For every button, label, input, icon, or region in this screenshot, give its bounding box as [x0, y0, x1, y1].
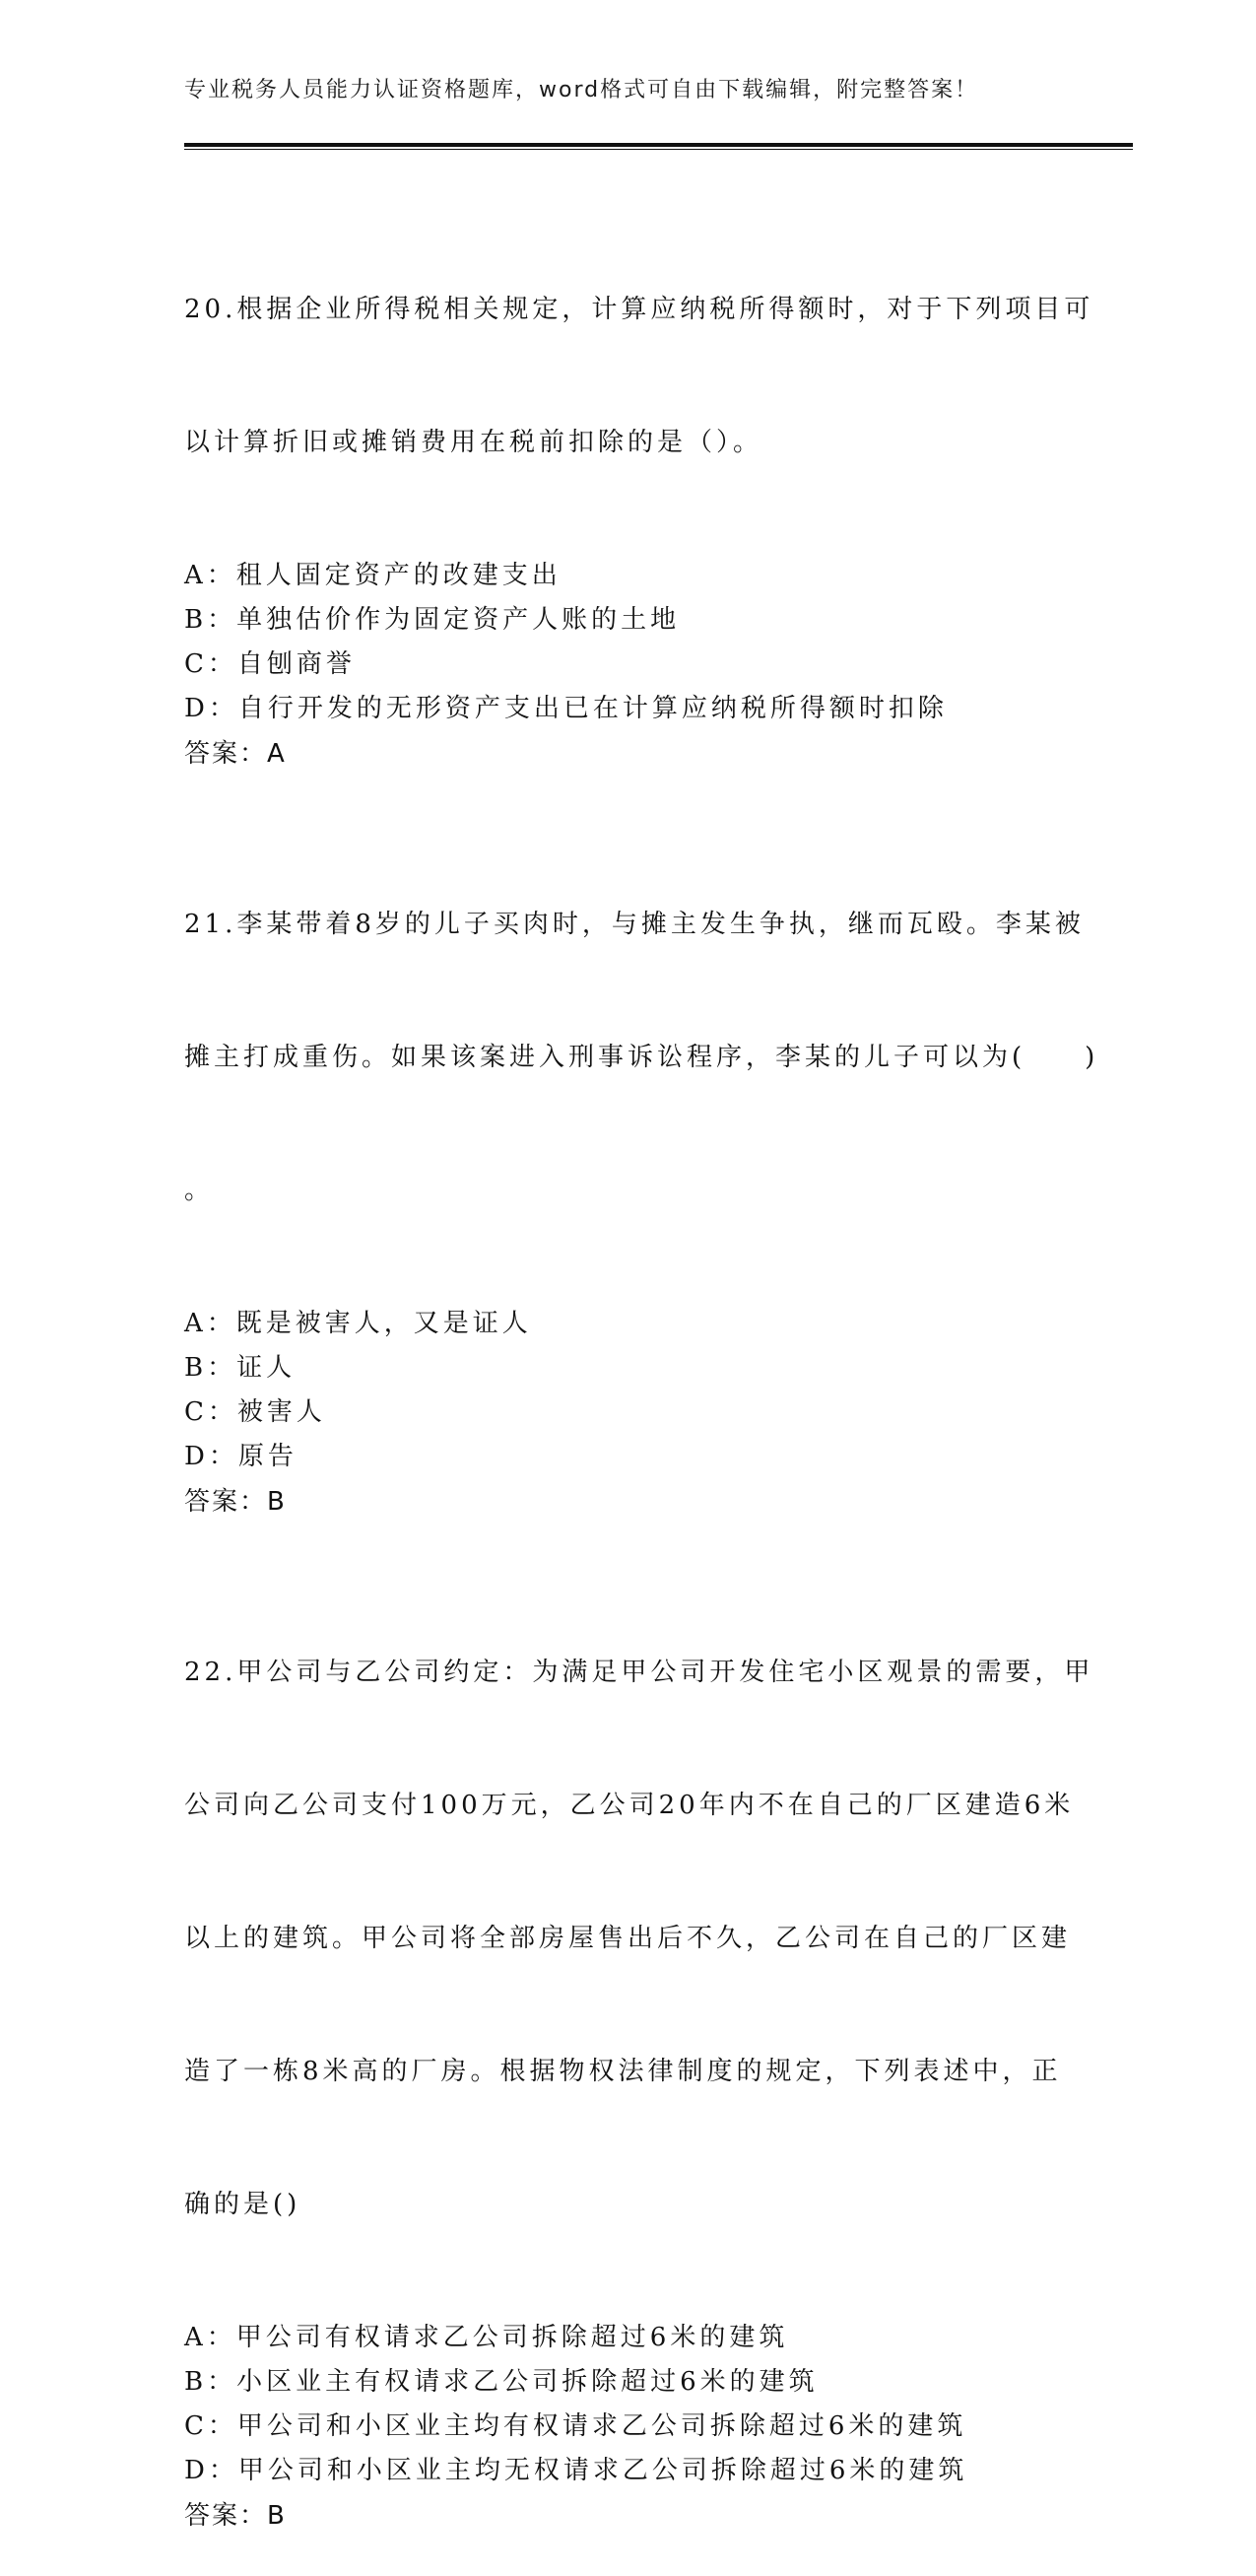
option-b: B：证人 [184, 1353, 297, 1383]
stem-line: 造了一栋8米高的厂房。根据物权法律制度的规定，下列表述中，正 [184, 2057, 1062, 2086]
document-header: 专业税务人员能力认证资格题库，word格式可自由下载编辑，附完整答案！ [184, 78, 979, 102]
answer: 答案：B [184, 2501, 287, 2531]
question-21 [184, 814, 1099, 1525]
header-rule-thin [184, 149, 1133, 150]
answer: 答案：B [184, 1487, 287, 1517]
option-d: D：自行开发的无形资产支出已在计算应纳税所得额时扣除 [184, 694, 948, 723]
question-stem [184, 1562, 1094, 2316]
question-stem [184, 814, 1099, 1302]
stem-line: 22.甲公司与乙公司约定：为满足甲公司开发住宅小区观景的需要，甲 [184, 1658, 1094, 1687]
option-b: B：单独估价作为固定资产人账的土地 [184, 605, 681, 635]
stem-line: 摊主打成重伤。如果该案进入刑事诉讼程序，李某的儿子可以为( ) [184, 1043, 1099, 1072]
question-22 [184, 1562, 1094, 2539]
option-a: A：既是被害人，又是证人 [184, 1309, 532, 1338]
stem-line: 以上的建筑。甲公司将全部房屋售出后不久，乙公司在自己的厂区建 [184, 1924, 1072, 1953]
stem-line: 21.李某带着8岁的儿子买肉时，与摊主发生争执，继而瓦殴。李某被 [184, 910, 1085, 939]
stem-line: 20.根据企业所得税相关规定，计算应纳税所得额时，对于下列项目可 [184, 295, 1094, 324]
stem-line: 以计算折旧或摊销费用在税前扣除的是（）。 [184, 428, 763, 457]
stem-line: 公司向乙公司支付100万元，乙公司20年内不在自己的厂区建造6米 [184, 1791, 1075, 1820]
option-c: C：自刨商誉 [184, 649, 356, 679]
answer: 答案：A [184, 739, 287, 769]
option-a: A：甲公司有权请求乙公司拆除超过6米的建筑 [184, 2323, 789, 2352]
question-20 [184, 199, 1094, 777]
stem-line: 。 [184, 1176, 215, 1205]
option-c: C：被害人 [184, 1397, 326, 1427]
stem-line: 确的是() [184, 2190, 301, 2219]
option-d: D：原告 [184, 1442, 297, 1471]
option-c: C：甲公司和小区业主均有权请求乙公司拆除超过6米的建筑 [184, 2411, 967, 2441]
question-list [184, 199, 1099, 2576]
option-d: D：甲公司和小区业主均无权请求乙公司拆除超过6米的建筑 [184, 2456, 968, 2485]
question-stem [184, 199, 1094, 554]
header-rule-thick [184, 143, 1133, 147]
option-b: B：小区业主有权请求乙公司拆除超过6米的建筑 [184, 2367, 819, 2397]
option-a: A：租人固定资产的改建支出 [184, 561, 562, 590]
